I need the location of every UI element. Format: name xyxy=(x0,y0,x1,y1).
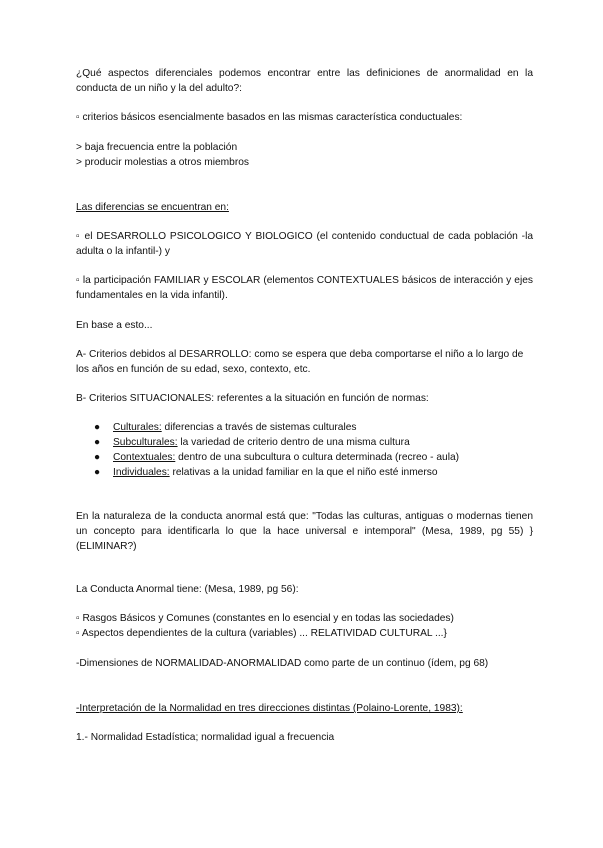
conducta-item-2: ▫ Aspectos dependientes de la cultura (variables) ... RELATIVIDAD CULTURAL ...} xyxy=(76,628,447,639)
bullet-icon: ● xyxy=(94,422,101,433)
interpretation-heading: -Interpretación de la Normalidad en tres direcciones distintas (Polaino-Lorente, 1983): xyxy=(76,703,463,714)
difference-1: ▫ el DESARROLLO PSICOLOGICO Y BIOLOGICO (el contenido conductual de cada población -la adulta o la infantil-) y xyxy=(76,231,533,257)
term-individuales: Individuales: xyxy=(113,467,170,478)
list-item-subculturales xyxy=(76,435,533,450)
list-item-contextuales xyxy=(76,450,533,465)
based-on-text: En base a esto... xyxy=(76,320,153,331)
conducta-item-1: ▫ Rasgos Básicos y Comunes (constantes en lo esencial y en todas las sociedades) xyxy=(76,613,454,624)
term-contextuales: Contextuales: xyxy=(113,452,176,463)
conducta-heading: La Conducta Anormal tiene: (Mesa, 1989, pg 56): xyxy=(76,584,299,595)
situational-criteria-list xyxy=(76,420,533,480)
criteria-intro: ▫ criterios básicos esencialmente basados en las mismas característica conductuales: xyxy=(76,112,463,123)
desc-individuales: relativas a la unidad familiar en la que el niño esté inmerso xyxy=(169,467,438,478)
desc-contextuales: dentro de una subcultura o cultura determinada (recreo - aula) xyxy=(175,452,460,463)
bullet-icon: ● xyxy=(94,452,101,463)
nature-paragraph: En la naturaleza de la conducta anormal está que: "Todas las culturas, antiguas o modernas tienen un concepto para identificarla lo que la hace universal e intemporal" (Mesa, 1989, pg 55) } (ELIMINAR?) xyxy=(76,511,533,552)
question-paragraph: ¿Qué aspectos diferenciales podemos encontrar entre las definiciones de anormalidad en la conducta de un niño y la del adulto?: xyxy=(76,68,533,94)
term-subculturales: Subculturales: xyxy=(113,437,178,448)
criterion-a: A- Criterios debidos al DESARROLLO: como se espera que deba comportarse el niño a lo largo de los años en función de su edad, sexo, contexto, etc. xyxy=(76,349,524,375)
difference-2: ▫ la participación FAMILIAR y ESCOLAR (elementos CONTEXTUALES básicos de interacción y ejes fundamentales en la vida infantil). xyxy=(76,275,533,301)
desc-culturales: diferencias a través de sistemas culturales xyxy=(161,422,357,433)
list-item-individuales xyxy=(76,465,533,480)
term-culturales: Culturales: xyxy=(113,422,162,433)
criterion-b: B- Criterios SITUACIONALES: referentes a la situación en función de normas: xyxy=(76,393,429,404)
normalidad-estadistica: 1.- Normalidad Estadística; normalidad igual a frecuencia xyxy=(76,732,335,743)
differences-heading: Las diferencias se encuentran en: xyxy=(76,202,229,213)
bullet-icon: ● xyxy=(94,437,101,448)
dimensions-text: -Dimensiones de NORMALIDAD-ANORMALIDAD como parte de un continuo (ídem, pg 68) xyxy=(76,658,489,669)
desc-subculturales: la variedad de criterio dentro de una misma cultura xyxy=(177,437,410,448)
criteria-item-2: > producir molestias a otros miembros xyxy=(76,157,249,168)
list-item-culturales xyxy=(76,420,533,435)
bullet-icon: ● xyxy=(94,467,101,478)
criteria-item-1: > baja frecuencia entre la población xyxy=(76,142,238,153)
